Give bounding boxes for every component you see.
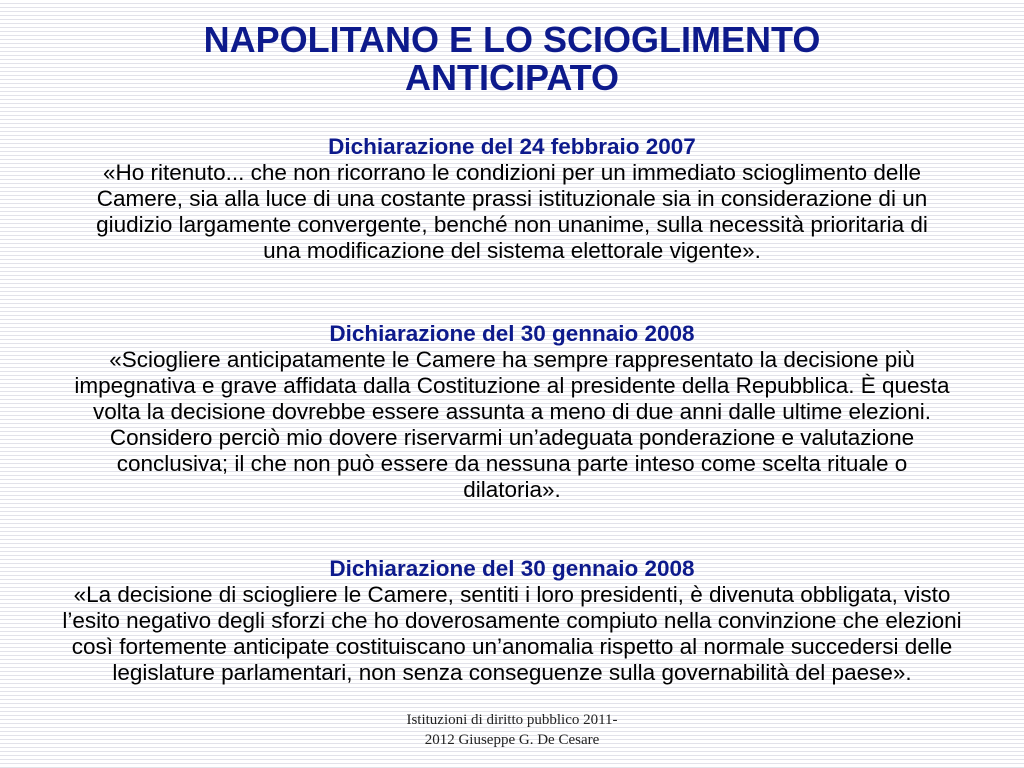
declaration-quote: «La decisione di sciogliere le Camere, sentiti i loro presidenti, è divenuta obbligata, visto l’esito negativo degli sforzi che ho doverosamente compiuto nella convinzione che elezioni così fortemente anticipate costituiscano un’anomalia rispetto al normale succedersi delle legislature parlamentari, non senza conseguenze sulla governabilità del paese». — [62, 582, 962, 685]
declaration-heading: Dichiarazione del 30 gennaio 2008 — [329, 321, 695, 346]
declaration-quote: «Sciogliere anticipatamente le Camere ha sempre rappresentato la decisione più impegnativa e grave affidata dalla Costituzione al presidente della Repubblica. È questa volta la decisione dovrebbe essere assunta a meno di due anni dalle ultime elezioni. Considero perciò mio dovere riservarmi un’adeguata ponderazione e valutazione conclusiva; il che non può essere da nessuna parte inteso come scelta rituale o dilatoria». — [74, 347, 950, 502]
declaration-2007-02-24 — [50, 134, 974, 264]
footer-author-line: 2012 Giuseppe G. De Cesare — [424, 732, 600, 748]
declaration-2008-01-30-first — [50, 321, 974, 503]
slide-title — [0, 21, 1024, 97]
footer-course-line: Istituzioni di diritto pubblico 2011- — [406, 712, 618, 728]
slide-title-line-2: ANTICIPATO — [405, 57, 619, 98]
declaration-heading: Dichiarazione del 30 gennaio 2008 — [329, 556, 695, 581]
declaration-heading: Dichiarazione del 24 febbraio 2007 — [328, 134, 696, 159]
slide-footer — [362, 710, 662, 750]
slide-title-line-1: NAPOLITANO E LO SCIOGLIMENTO — [203, 19, 821, 60]
declaration-2008-01-30-second — [50, 556, 974, 686]
declaration-quote: «Ho ritenuto... che non ricorrano le condizioni per un immediato scioglimento delle Camere, sia alla luce di una costante prassi istituzionale sia in considerazione di un giudizio largamente convergente, benché non unanime, sulla necessità prioritaria di una modificazione del sistema elettorale vigente». — [96, 160, 928, 263]
